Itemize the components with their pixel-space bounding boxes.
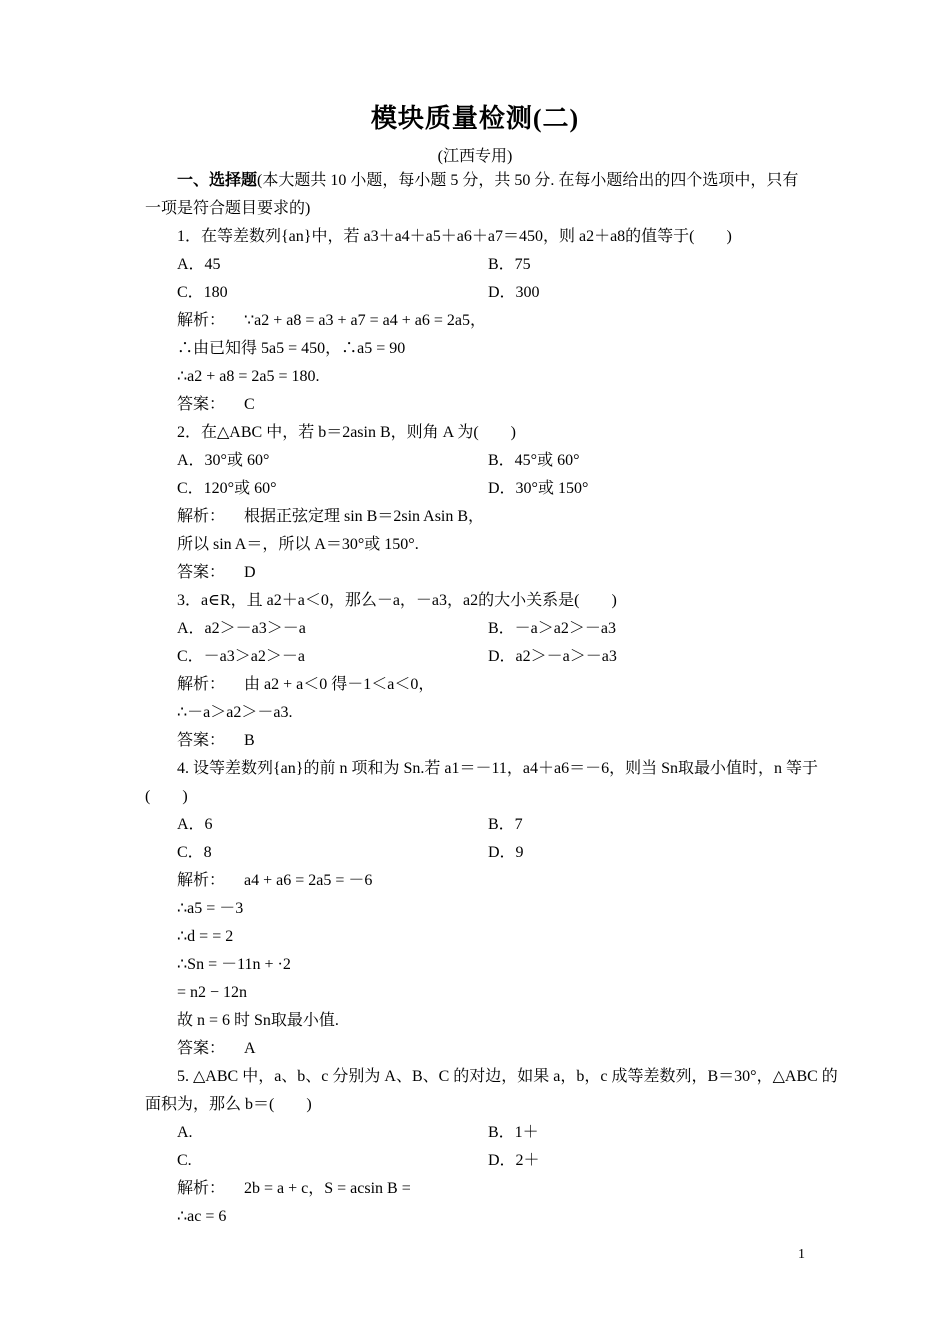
q5-option-c: C. xyxy=(177,1152,192,1169)
q1-stem: 1．在等差数列{an}中，若 a3＋a4＋a5＋a6＋a7＝450，则 a2＋a8的值等于( ) xyxy=(177,228,732,245)
q2-answer xyxy=(177,563,256,583)
analysis-label: 解析： xyxy=(177,1180,226,1197)
q4-answer xyxy=(177,1039,256,1059)
q3-option-c: C．－a3＞a2＞－a xyxy=(177,648,305,665)
q3-answer-value: B xyxy=(244,732,255,749)
q2-analysis xyxy=(177,507,484,527)
q1-step-2: ∴由已知得 5a5 = 450，∴a5 = 90 xyxy=(177,340,406,357)
answer-label: 答案： xyxy=(177,1040,226,1057)
section-description-cont: 一项是符合题目要求的) xyxy=(145,200,311,217)
q1-analysis xyxy=(177,311,486,331)
q4-step-6: 故 n = 6 时 Sn取最小值. xyxy=(177,1012,339,1029)
q3-option-b: B．－a＞a2＞－a3 xyxy=(488,620,616,637)
q1-option-d: D．300 xyxy=(488,284,540,301)
q5-stem: 5. △ABC 中，a、b、c 分别为 A、B、C 的对边，如果 a，b，c 成等差数列，B＝30°，△ABC 的 xyxy=(177,1068,838,1085)
analysis-label: 解析： xyxy=(177,872,226,889)
q4-answer-value: A xyxy=(244,1040,256,1057)
q4-option-c: C．8 xyxy=(177,844,212,861)
section-heading: 一、选择题 xyxy=(177,172,258,189)
q1-step-1: ∵a2 + a8 = a3 + a7 = a4 + a6 = 2a5， xyxy=(244,312,487,329)
q1-answer-value: C xyxy=(244,396,255,413)
page-number: 1 xyxy=(798,1247,805,1262)
section-heading-line xyxy=(177,171,798,191)
q2-option-b: B．45°或 60° xyxy=(488,452,580,469)
q5-option-d: D．2＋ xyxy=(488,1152,540,1169)
q2-step-1: 根据正弦定理 sin B＝2sin Asin B， xyxy=(244,508,485,525)
q4-option-d: D．9 xyxy=(488,844,524,861)
q3-step-1: 由 a2 + a＜0 得－1＜a＜0， xyxy=(244,676,435,693)
page-title: 模块质量检测(二) xyxy=(370,104,580,133)
q1-answer xyxy=(177,395,255,415)
q5-step-1: 2b = a + c，S = acsin B = xyxy=(244,1180,411,1197)
q2-option-a: A．30°或 60° xyxy=(177,452,270,469)
q1-option-c: C．180 xyxy=(177,284,228,301)
q5-option-b: B．1＋ xyxy=(488,1124,539,1141)
q2-option-d: D．30°或 150° xyxy=(488,480,589,497)
q4-option-a: A．6 xyxy=(177,816,213,833)
q4-option-b: B．7 xyxy=(488,816,523,833)
q4-step-3: ∴d = = 2 xyxy=(177,928,234,945)
analysis-label: 解析： xyxy=(177,312,226,329)
q3-analysis xyxy=(177,675,434,695)
answer-label: 答案： xyxy=(177,564,226,581)
q5-stem-cont: 面积为，那么 b＝( ) xyxy=(145,1096,312,1113)
q3-stem: 3．a∈R，且 a2＋a＜0，那么－a，－a3，a2的大小关系是( ) xyxy=(177,592,617,609)
q5-analysis xyxy=(177,1179,411,1199)
q2-step-2: 所以 sin A＝，所以 A＝30°或 150°. xyxy=(177,536,419,553)
q4-step-2: ∴a5 = －3 xyxy=(177,900,244,917)
page-subtitle: (江西专用) xyxy=(437,148,513,165)
section-description: (本大题共 10 小题，每小题 5 分，共 50 分. 在每小题给出的四个选项中，只有 xyxy=(257,172,799,189)
q4-stem-cont: ( ) xyxy=(145,788,188,805)
q3-step-2: ∴－a＞a2＞－a3. xyxy=(177,704,293,721)
q4-step-4: ∴Sn = －11n + ·2 xyxy=(177,956,291,973)
q4-step-1: a4 + a6 = 2a5 = －6 xyxy=(244,872,373,889)
q4-analysis xyxy=(177,871,372,891)
q5-step-2: ∴ac = 6 xyxy=(177,1208,227,1225)
answer-label: 答案： xyxy=(177,732,226,749)
q3-option-d: D．a2＞－a＞－a3 xyxy=(488,648,617,665)
q5-option-a: A. xyxy=(177,1124,193,1141)
q2-stem: 2．在△ABC 中，若 b＝2asin B，则角 A 为( ) xyxy=(177,424,516,441)
analysis-label: 解析： xyxy=(177,676,226,693)
q3-answer xyxy=(177,731,255,751)
q1-option-b: B．75 xyxy=(488,256,531,273)
q4-stem: 4. 设等差数列{an}的前 n 项和为 Sn.若 a1＝－11，a4＋a6＝－6，则当 Sn取最小值时，n 等于 xyxy=(177,760,818,777)
q2-answer-value: D xyxy=(244,564,256,581)
q1-option-a: A．45 xyxy=(177,256,221,273)
q2-option-c: C．120°或 60° xyxy=(177,480,277,497)
q3-option-a: A．a2＞－a3＞－a xyxy=(177,620,306,637)
answer-label: 答案： xyxy=(177,396,226,413)
q1-step-3: ∴a2 + a8 = 2a5 = 180. xyxy=(177,368,320,385)
analysis-label: 解析： xyxy=(177,508,226,525)
q4-step-5: = n2 − 12n xyxy=(177,984,248,1001)
